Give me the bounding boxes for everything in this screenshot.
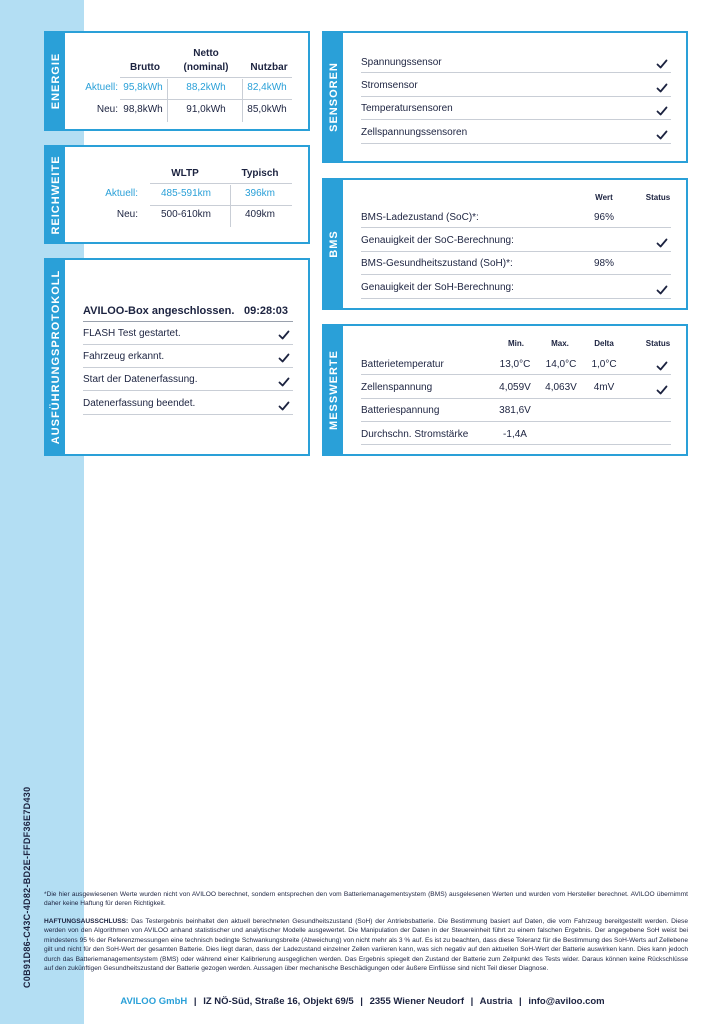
check-icon	[656, 284, 668, 296]
energie-card	[44, 31, 310, 131]
bms-divider	[361, 274, 671, 275]
reichweite-row-aktuell-typisch: 396km	[244, 188, 275, 199]
reichweite-vline	[230, 185, 231, 227]
protokoll-card	[44, 258, 310, 456]
reichweite-col-wltp: WLTP	[171, 168, 199, 179]
messwerte-row-label: Batterietemperatur	[361, 359, 444, 370]
messwerte-col-max: Max.	[551, 339, 569, 348]
bms-row-value: 98%	[593, 258, 614, 269]
protokoll-divider	[83, 390, 293, 391]
messwerte-col-delta: Delta	[594, 339, 614, 348]
bms-col-status: Status	[645, 193, 671, 202]
energie-row-neu-nutzbar: 85,0kWh	[247, 104, 287, 115]
reichweite-tab: REICHWEITE	[46, 147, 65, 242]
sensor-divider	[361, 96, 671, 97]
messwerte-divider	[361, 398, 671, 399]
bms-row-label: Genauigkeit der SoH-Berechnung:	[361, 282, 514, 293]
messwerte-row-max: 14,0°C	[545, 359, 577, 370]
bms-divider	[361, 298, 671, 299]
reichweite-divider-mid	[150, 205, 292, 206]
energie-tab: ENERGIE	[46, 33, 65, 129]
protokoll-item: Fahrzeug erkannt.	[83, 351, 165, 362]
reichweite-divider-top	[150, 183, 292, 184]
energie-row-aktuell-nutzbar: 82,4kWh	[247, 82, 287, 93]
energie-row-neu-netto: 91,0kWh	[186, 104, 226, 115]
protokoll-tab: AUSFÜHRUNGSPROTOKOLL	[46, 260, 65, 454]
bms-row-value: 96%	[593, 212, 614, 223]
protokoll-item: FLASH Test gestartet.	[83, 328, 181, 339]
footer-email[interactable]: info@aviloo.com	[528, 996, 605, 1007]
bms-divider	[361, 227, 671, 228]
check-icon	[656, 384, 668, 396]
sensor-item: Temperatursensoren	[361, 103, 453, 114]
check-icon	[656, 105, 668, 117]
sensor-divider	[361, 119, 671, 120]
messwerte-row-delta: 4mV	[593, 382, 615, 393]
messwerte-row-max: 4,063V	[545, 382, 577, 393]
energie-col-netto-sub: (nominal)	[183, 62, 229, 73]
footer-city: 2355 Wiener Neudorf	[369, 996, 465, 1007]
sensoren-card	[322, 31, 688, 163]
energie-row-neu-label: Neu:	[96, 104, 118, 115]
protokoll-time: 09:28:03	[244, 305, 289, 317]
energie-row-aktuell-brutto: 95,8kWh	[123, 82, 163, 93]
messwerte-row-label: Batteriespannung	[361, 405, 440, 416]
footnote: *Die hier ausgewiesenen Werte wurden nicht von AVILOO berechnet, sondern entsprechen den vom Batteriemanagementsystem (BMS) ausgelesenen Werten und wurden vom Hersteller berechnet. AVILOO übernimmt daher keine Haftung für deren Richtigkeit.	[44, 891, 688, 908]
protokoll-title: AVILOO-Box angeschlossen.	[83, 305, 235, 317]
messwerte-row-min: 4,059V	[499, 382, 531, 393]
reichweite-row-neu-typisch: 409km	[244, 209, 275, 220]
energie-divider-top	[120, 77, 292, 78]
check-icon	[656, 360, 668, 372]
messwerte-divider	[361, 374, 671, 375]
reichweite-col-typisch: Typisch	[241, 168, 279, 179]
check-icon	[278, 376, 290, 388]
footer-country: Austria	[479, 996, 513, 1007]
footer-sep: |	[360, 996, 363, 1007]
reichweite-row-aktuell-label: Aktuell:	[105, 188, 138, 199]
messwerte-row-label: Zellenspannung	[361, 382, 433, 393]
sensoren-tab: SENSOREN	[324, 33, 343, 161]
messwerte-col-status: Status	[645, 339, 671, 348]
protokoll-divider	[83, 367, 293, 368]
messwerte-divider	[361, 421, 671, 422]
energie-row-aktuell-netto: 88,2kWh	[186, 82, 226, 93]
footer-address: IZ NÖ-Süd, Straße 16, Objekt 69/5	[203, 996, 354, 1007]
reichweite-row-neu-label: Neu:	[116, 209, 138, 220]
messwerte-col-min: Min.	[508, 339, 524, 348]
sensor-item: Zellspannungssensoren	[361, 127, 468, 138]
check-icon	[656, 237, 668, 249]
bms-tab: BMS	[324, 180, 343, 308]
footer-sep: |	[519, 996, 522, 1007]
energie-col-nutzbar: Nutzbar	[250, 62, 288, 73]
check-icon	[656, 58, 668, 70]
bms-row-label: BMS-Gesundheitszustand (SoH)*:	[361, 258, 513, 269]
protokoll-item: Datenerfassung beendet.	[83, 398, 196, 409]
sensor-item: Spannungssensor	[361, 57, 442, 68]
disclaimer-label: HAFTUNGSAUSSCHLUSS:	[44, 918, 129, 925]
protokoll-divider	[83, 414, 293, 415]
messwerte-row-min: -1,4A	[503, 429, 527, 440]
check-icon	[278, 352, 290, 364]
footer	[0, 996, 725, 1007]
energie-col-netto: Netto	[193, 48, 219, 59]
sensor-divider	[361, 72, 671, 73]
sensor-item: Stromsensor	[361, 80, 418, 91]
energie-vline-1	[167, 79, 168, 122]
messwerte-row-min: 13,0°C	[499, 359, 531, 370]
energie-row-aktuell-label: Aktuell:	[85, 82, 118, 93]
footer-company: AVILOO GmbH	[120, 996, 188, 1007]
check-icon	[656, 129, 668, 141]
energie-divider-mid	[120, 99, 292, 100]
reichweite-row-neu-wltp: 500-610km	[160, 209, 212, 220]
energie-col-brutto: Brutto	[130, 62, 160, 73]
document-id: C0B91D86-C43C-4D82-BD2E-FFDF36E7D430	[22, 786, 32, 988]
check-icon	[278, 329, 290, 341]
messwerte-row-delta: 1,0°C	[591, 359, 617, 370]
bms-col-wert: Wert	[595, 193, 613, 202]
protokoll-divider	[83, 344, 293, 345]
bms-row-label: Genauigkeit der SoC-Berechnung:	[361, 235, 514, 246]
reichweite-row-aktuell-wltp: 485-591km	[160, 188, 212, 199]
messwerte-card	[322, 324, 688, 456]
bms-row-label: BMS-Ladezustand (SoC)*:	[361, 212, 479, 223]
messwerte-tab: MESSWERTE	[324, 326, 343, 454]
footer-sep: |	[470, 996, 474, 1007]
reichweite-card	[44, 145, 310, 244]
footer-sep: |	[193, 996, 197, 1007]
messwerte-row-label: Durchschn. Stromstärke	[361, 429, 469, 440]
check-icon	[278, 400, 290, 412]
bms-card	[322, 178, 688, 310]
messwerte-divider	[361, 444, 671, 445]
energie-row-neu-brutto: 98,8kWh	[123, 104, 163, 115]
protokoll-divider-0	[83, 321, 293, 322]
disclaimer-text: Das Testergebnis beinhaltet den aktuell berechneten Gesundheitszustand (SoH) der Antriebsbatterie. Die Bestimmung basiert auf Daten, die vom Fahrzeug bereitgestellt werden. Diese werden von den Algorithmen von AVILOO anhand statistischer und analytischer Modelle ausgewertet. Die Manipulation der Daten in der Steuereinheit führt zu einem falschen Ergebnis. Der angegebene SoH weist bei mindestens 95 % der Referenzmessungen eine technisch bedingte Schwankungsbreite (Abweichung) von nicht mehr als 3 % auf. Es ist zu beachten, dass diese Toleranz für die Bestimmung des SoH-Werts auf Zellebene gilt und nicht für den SoH-Wert der gesamten Batterie. Dies liegt daran, dass der Ladezustand einzelner Zellen variieren kann, was sich negativ auf den aktuellen SoH-Wert der Batterie auswirken kann. Dies kann jedoch durch das Batteriemanagementsystem (BMS) oder während einer Kalibrierung ausgeglichen werden. Das Ergebnis spiegelt den Zustand der Batterie zum Zeitpunkt des Tests wider. Daraus können keine Rückschlüsse auf den zukünftigen Gesundheitszustand der Batterie gezogen werden. Aussagen über mechanische Beschädigungen oder äußere Einflüsse sind nicht Teil dieser Diagnose.	[44, 918, 688, 973]
protokoll-item: Start der Datenerfassung.	[83, 374, 198, 385]
disclaimer-block	[44, 917, 688, 973]
messwerte-row-min: 381,6V	[499, 405, 531, 416]
sensor-divider	[361, 143, 671, 144]
bms-divider	[361, 251, 671, 252]
check-icon	[656, 82, 668, 94]
